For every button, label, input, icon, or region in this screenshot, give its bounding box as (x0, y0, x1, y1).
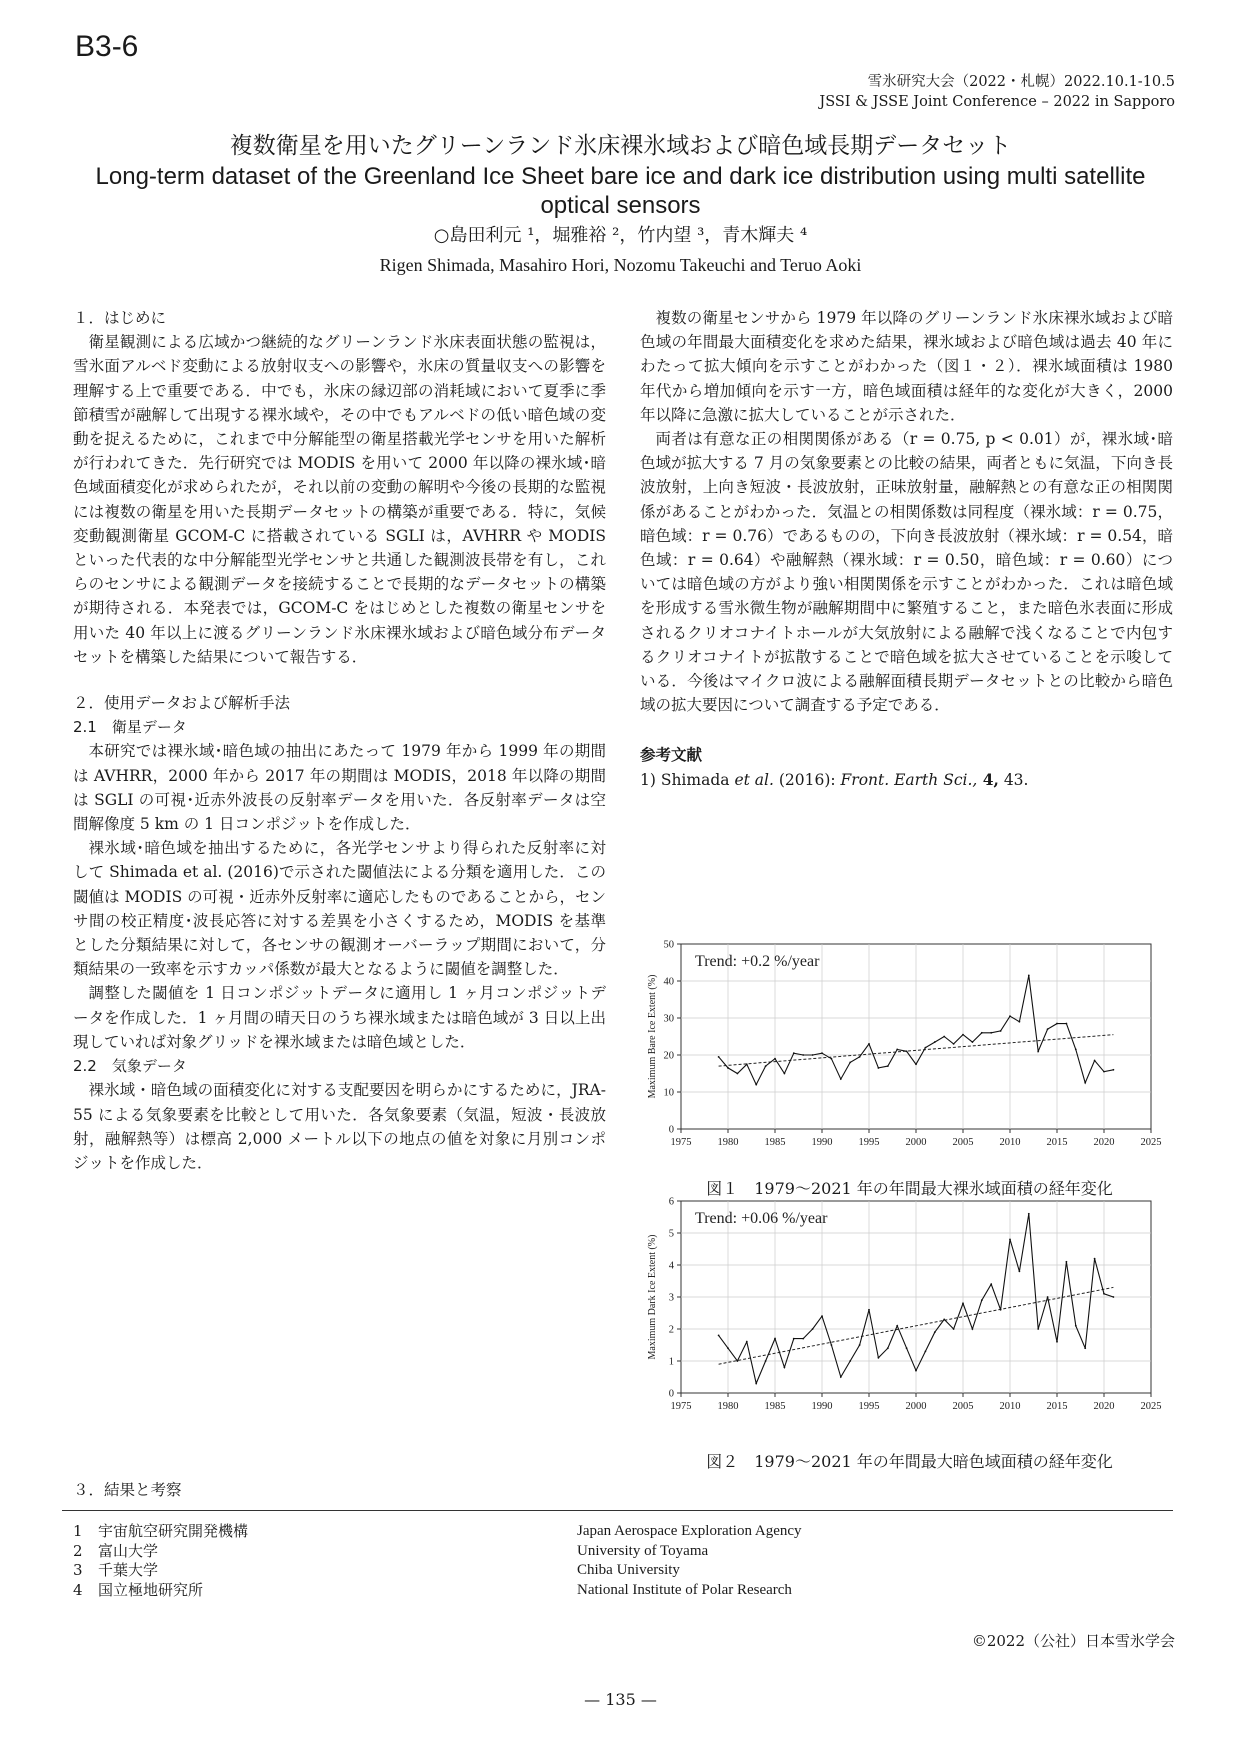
data-point (840, 1078, 842, 1080)
data-point (972, 1041, 974, 1043)
x-tick-label: 1985 (764, 1401, 786, 1412)
data-point (1000, 1030, 1002, 1032)
x-tick-label: 1980 (717, 1401, 739, 1412)
data-point (1066, 1261, 1068, 1263)
title-en: Long-term dataset of the Greenland Ice Sheet bare ice and dark ice distribution using multi satellite optical sensors (95, 163, 1146, 219)
y-tick-label: 30 (663, 1013, 674, 1025)
data-point (878, 1357, 880, 1359)
data-point (793, 1338, 795, 1340)
data-point (849, 1062, 851, 1064)
data-point (1094, 1258, 1096, 1260)
y-tick-label: 10 (663, 1087, 674, 1099)
title-block (60, 130, 1181, 278)
data-point (1009, 1015, 1011, 1017)
data-point (943, 1036, 945, 1038)
data-point (925, 1351, 927, 1353)
data-point (1094, 1060, 1096, 1062)
data-point (868, 1309, 870, 1311)
x-tick-label: 2005 (952, 1401, 974, 1412)
x-tick-label: 1995 (858, 1401, 880, 1412)
x-tick-label: 1995 (858, 1137, 880, 1148)
x-tick-label: 2015 (1046, 1137, 1068, 1148)
conference-ja: 雪氷研究大会（2022・札幌）2022.10.1‐10.5 (867, 74, 1175, 90)
authors-ja: ○島田利元 ¹，堀雅裕 ²，竹内望 ³，青木輝夫 ⁴ (433, 225, 808, 246)
data-point (915, 1063, 917, 1065)
data-point (831, 1058, 833, 1060)
data-point (1047, 1296, 1049, 1298)
results-paragraph-1: 複数の衛星センサから 1979 年以降のグリーンランド氷床裸氷域および暗色域の年間最大面積変化を求めた結果，裸氷域および暗色域は過去 40 年にわたって拡大傾向を示すことがわかった（図１・２）．裸氷域面積は 1980 年代から増加傾向を示す一方，暗色域面積は経年的な変化が大きく，2000 年以降に急激に拡大していることが示された． (640, 309, 1173, 424)
conference-en: JSSI & JSSE Joint Conference – 2022 in Sapporo (819, 94, 1175, 110)
x-tick-label: 1975 (670, 1401, 692, 1412)
data-point (755, 1084, 757, 1086)
x-tick-label: 2000 (905, 1401, 927, 1412)
data-point (746, 1341, 748, 1343)
data-point (906, 1050, 908, 1052)
data-point (934, 1331, 936, 1333)
affiliation-ja: 1 宇宙航空研究開発機構 (73, 1522, 249, 1540)
figure-2-caption: 図２ 1979〜2021 年の年間最大暗色域面積の経年変化 (706, 1452, 1113, 1471)
data-point (840, 1376, 842, 1378)
data-point (802, 1054, 804, 1056)
figure-2-chart (635, 1193, 1175, 1427)
x-tick-label: 2025 (1140, 1137, 1162, 1148)
data-point (802, 1338, 804, 1340)
data-point (755, 1383, 757, 1385)
y-axis-label: Maximum Dark Ice Extent (%) (647, 1234, 658, 1360)
data-point (1056, 1341, 1058, 1343)
y-tick-label: 2 (668, 1324, 674, 1336)
affiliations-ja (73, 1522, 248, 1600)
footnote-divider (62, 1510, 1173, 1511)
affiliation-ja: 3 千葉大学 (73, 1561, 159, 1579)
affiliation-ja: 2 富山大学 (73, 1541, 159, 1560)
reference-1: 1) Shimada et al. (2016): Front. Earth Sci., 4, 43. (640, 769, 1029, 789)
data-point (896, 1049, 898, 1051)
data-point (878, 1067, 880, 1069)
figure-1-chart (635, 936, 1175, 1165)
title-ja: 複数衛星を用いたグリーンランド氷床裸氷域および暗色域長期データセット (229, 133, 1012, 159)
section-1-paragraph: 衛星観測による広域かつ継続的なグリーンランド氷床表面状態の監視は，雪氷面アルベド変動による放射収支への影響や，氷床の質量収支への影響を理解する上で重要である．中でも，氷床の縁辺部の消耗域において夏季に季節積雪が融解して出現する裸氷域や，その中でもアルベドの低い暗色域の変動を捉えるために，これまで中分解能型の衛星搭載光学センサを用いた解析が行われてきた．先行研究では MODIS を用いて 2000 年以降の裸氷域･暗色域面積変化が求められたが，それ以前の変動の解明や今後の長期的な監視には複数の衛星を用いた長期データセットの構築が重要である．特に，気候変動観測衛星 GCOM-C に搭載されている SGLI は，AVHRR や MODIS といった代表的な中分解能型光学センサと共通した観測波長帯を有し，これらのセンサによる観測データを接続することで長期的なデータセットの構築が期待される．本発表では，GCOM-C をはじめとした複数の衛星センサを用いた 40 年以上に渡るグリーンランド氷床裸氷域および暗色域分布データセットを構築した結果について報告する． (73, 333, 606, 666)
section-2-2-heading: 2.2 気象データ (73, 1057, 187, 1076)
data-point (737, 1360, 739, 1362)
data-point (831, 1344, 833, 1346)
data-point (887, 1347, 889, 1349)
data-point (896, 1325, 898, 1327)
x-tick-label: 2025 (1140, 1401, 1162, 1412)
data-point (1019, 1021, 1021, 1023)
section-2-1-heading: 2.1 衛星データ (73, 718, 187, 737)
section-2-1-paragraph-1: 本研究では裸氷域･暗色域の抽出にあたって 1979 年から 1999 年の期間は AVHRR，2000 年から 2017 年の期間は MODIS，2018 年以降の期間は SGLI の可視･近赤外波長の反射率データを用いた．各反射率データは空間解像度 5 km の 1 日コンポジットを作成した． (73, 742, 606, 834)
data-point (812, 1328, 814, 1330)
y-axis-label: Maximum Bare Ice Extent (%) (647, 974, 658, 1099)
y-tick-label: 3 (668, 1292, 674, 1304)
section-2-2-paragraph: 裸氷域・暗色域の面積変化に対する支配要因を明らかにするために，JRA-55 による気象要素を比較として用いた．各気象要素（気温，短波・長波放射，融解熱等）は標高 2,000 メートル以下の地点の値を対象に月別コンポジットを作成した． (73, 1081, 606, 1172)
authors-en: Rigen Shimada, Masahiro Hori, Nozomu Takeuchi and Teruo Aoki (379, 255, 862, 275)
y-tick-label: 0 (668, 1124, 674, 1136)
data-point (953, 1043, 955, 1045)
data-point (1075, 1325, 1077, 1327)
results-paragraph-2: 両者は有意な正の相関関係がある（r = 0.75, p < 0.01）が，裸氷域･暗色域が拡大する 7 月の気象要素との比較の結果，両者ともに気温，下向き長波放射，上向き短波・長波放射，正味放射量，融解熱との有意な正の相関関係があることがわかった．気温との相関係数は同程度（裸氷域：r = 0.75，暗色域：r = 0.76）であるものの，下向き長波放射（裸氷域：r = 0.54，暗色域：r = 0.64）や融解熱（裸氷域：r = 0.50，暗色域：r = 0.60）については暗色域の方がより強い相関関係を示すことがわかった．これは暗色域を形成する雪氷微生物が融解期間中に繁殖すること，また暗色氷表面に形成されるクリオコナイトホールが大気放射による融解で浅くなることで内包するクリオコナイトが拡散することで暗色域を拡大させていることを示唆している．今後はマイクロ波による融解面積長期データセットとの比較から暗色域の拡大要因について調査する予定である． (640, 430, 1173, 715)
y-tick-label: 4 (668, 1260, 674, 1272)
copyright: ©2022（公社）日本雪氷学会 (971, 1632, 1175, 1650)
data-point (887, 1065, 889, 1067)
x-tick-label: 1985 (764, 1137, 786, 1148)
data-point (1084, 1082, 1086, 1084)
affiliations-en (577, 1522, 802, 1600)
data-point (943, 1319, 945, 1321)
x-tick-label: 1975 (670, 1137, 692, 1148)
data-point (934, 1041, 936, 1043)
data-point (1028, 975, 1030, 977)
data-point (1019, 1271, 1021, 1273)
data-point (821, 1052, 823, 1054)
data-point (718, 1056, 720, 1058)
data-point (972, 1328, 974, 1330)
bare-ice-chart-svg (635, 936, 1175, 1161)
data-point (981, 1032, 983, 1034)
data-point (1075, 1049, 1077, 1051)
data-point (793, 1052, 795, 1054)
figure-1-caption: 図１ 1979〜2021 年の年間最大裸氷域面積の経年変化 (706, 1179, 1113, 1198)
data-point (1037, 1328, 1039, 1330)
data-point (990, 1032, 992, 1034)
data-point (1028, 1213, 1030, 1215)
data-point (915, 1370, 917, 1372)
section-2-heading: ２．使用データおよび解析手法 (73, 694, 291, 713)
y-tick-label: 1 (668, 1356, 674, 1368)
left-column (73, 306, 606, 1175)
data-point (1009, 1239, 1011, 1241)
data-point (981, 1299, 983, 1301)
x-tick-label: 2010 (999, 1137, 1021, 1148)
page-number: — 135 — (584, 1690, 657, 1709)
data-point (990, 1283, 992, 1285)
page-code: B3-6 (75, 30, 139, 63)
affiliation-en: National Institute of Polar Research (577, 1581, 792, 1598)
section-1-heading: １．はじめに (73, 309, 167, 327)
data-point (821, 1315, 823, 1317)
data-point (925, 1047, 927, 1049)
data-point (784, 1073, 786, 1075)
section-2-1-paragraph-2: 裸氷域･暗色域を抽出するために，各光学センサより得られた反射率に対して Shimada et al. (2016)で示された閾値法による分類を適用した．この閾値は MODIS の可視・近赤外反射率に適応したものであることから，センサ間の校正精度･波長応答に対する差異を小さくするため，MODIS を基準とした分類結果に対して，各センサの観測オーバーラップ期間において，分類結果の一致率を示すカッパ係数が最大となるように閾値を調整した． (73, 839, 606, 979)
data-point (1103, 1071, 1105, 1073)
affiliation-en: University of Toyama (577, 1542, 709, 1559)
y-tick-label: 20 (663, 1050, 674, 1062)
y-tick-label: 5 (668, 1228, 674, 1240)
trend-annotation: Trend: +0.06 %/year (695, 1210, 828, 1227)
data-point (1037, 1050, 1039, 1052)
x-tick-label: 1980 (717, 1137, 739, 1148)
data-point (765, 1360, 767, 1362)
x-tick-label: 2005 (952, 1137, 974, 1148)
data-point (906, 1347, 908, 1349)
affiliation-ja: 4 国立極地研究所 (73, 1580, 204, 1599)
dark-ice-chart-svg (635, 1193, 1175, 1423)
data-point (746, 1063, 748, 1065)
data-point (774, 1338, 776, 1340)
x-tick-label: 2010 (999, 1401, 1021, 1412)
section-3-heading: ３．結果と考察 (73, 1481, 182, 1499)
x-tick-label: 2015 (1046, 1401, 1068, 1412)
x-tick-label: 2000 (905, 1137, 927, 1148)
data-point (953, 1328, 955, 1330)
right-column (640, 306, 1173, 792)
section-2-1-paragraph-3: 調整した閾値を 1 日コンポジットデータに適用し 1 ヶ月コンポジットデータを作成した．1 ヶ月間の晴天日のうち裸氷域または暗色域が 3 日以上出現していれば対象グリッドを裸氷域または暗色域とした． (73, 984, 606, 1051)
data-point (812, 1054, 814, 1056)
y-tick-label: 0 (668, 1388, 674, 1400)
data-point (859, 1344, 861, 1346)
references-heading: 参考文献 (640, 746, 703, 765)
data-point (1056, 1023, 1058, 1025)
data-point (727, 1067, 729, 1069)
data-point (1066, 1023, 1068, 1025)
data-point (784, 1367, 786, 1369)
data-point (1084, 1347, 1086, 1349)
data-point (868, 1043, 870, 1045)
data-point (849, 1360, 851, 1362)
data-point (727, 1347, 729, 1349)
affiliation-en: Chiba University (577, 1562, 680, 1578)
trend-annotation: Trend: +0.2 %/year (695, 953, 820, 970)
data-point (962, 1034, 964, 1036)
y-tick-label: 50 (663, 939, 674, 951)
data-point (1113, 1069, 1115, 1071)
x-tick-label: 1990 (811, 1401, 833, 1412)
data-point (962, 1303, 964, 1305)
data-point (859, 1056, 861, 1058)
conference-info (819, 72, 1175, 112)
y-tick-label: 6 (668, 1196, 674, 1208)
data-point (1103, 1293, 1105, 1295)
data-point (1113, 1296, 1115, 1298)
data-point (774, 1058, 776, 1060)
x-tick-label: 2020 (1093, 1137, 1115, 1148)
affiliation-en: Japan Aerospace Exploration Agency (577, 1523, 802, 1539)
data-point (1000, 1309, 1002, 1311)
x-tick-label: 1990 (811, 1137, 833, 1148)
data-point (737, 1073, 739, 1075)
x-tick-label: 2020 (1093, 1401, 1115, 1412)
data-point (718, 1335, 720, 1337)
data-point (765, 1065, 767, 1067)
data-point (1047, 1028, 1049, 1030)
y-tick-label: 40 (663, 976, 674, 988)
